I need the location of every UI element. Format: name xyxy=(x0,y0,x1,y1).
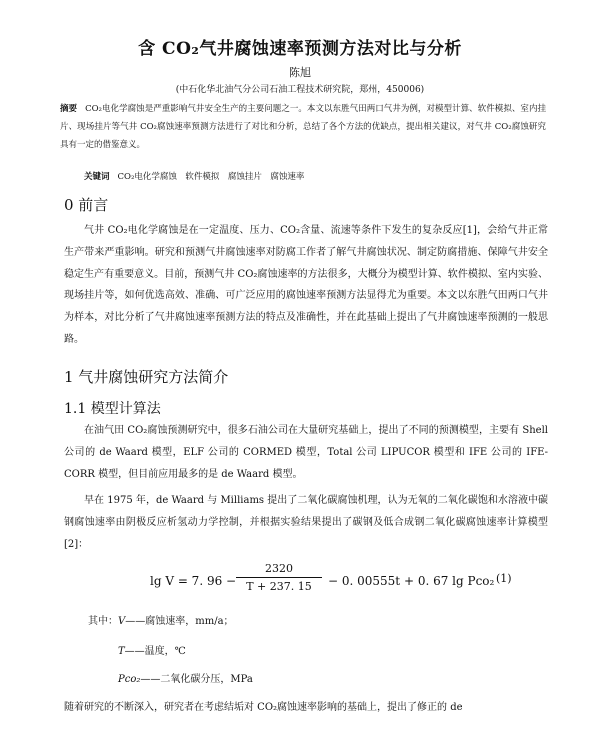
where-v xyxy=(88,612,234,627)
where-t-symbol: T xyxy=(118,646,125,657)
equation-denominator: T + 237. 15 xyxy=(246,580,312,593)
where-v-symbol: V xyxy=(118,616,126,627)
paper-author: 陈旭 xyxy=(289,66,311,79)
equation-number: (1) xyxy=(496,572,512,585)
closing-line: 随着研究的不断深入，研究者在考虑结垢对 CO₂腐蚀速率影响的基础上，提出了修正的 de xyxy=(64,702,463,713)
paper-affiliation: (中石化华北油气分公司石油工程技术研究院，郑州，450006) xyxy=(175,85,425,95)
paper-title: 含 CO₂气井腐蚀速率预测方法对比与分析 xyxy=(138,39,462,59)
keywords-label: 关键词 xyxy=(84,172,110,182)
section-1-1-heading: 1.1 模型计算法 xyxy=(64,401,161,417)
keywords xyxy=(84,170,544,182)
abstract-text: CO₂电化学腐蚀是严重影响气井安全生产的主要问题之一。本文以东胜气田两口气井为例，对模型计算、软件模拟、室内挂片、现场挂片等气井 CO₂腐蚀速率预测方法进行了对比和分析，总结了各个方法的优缺点，提出相关建议，对气井 CO₂腐蚀研究具有一定的借鉴意义。 xyxy=(60,104,546,150)
equation-1 xyxy=(150,562,550,602)
equation-lhs: lg V = 7. 96 − xyxy=(150,574,237,588)
where-v-definition: ——腐蚀速率，mm/a； xyxy=(125,616,234,627)
section-1-1-paragraph-2: 早在 1975 年，de Waard 与 Milliams 提出了二氧化碳腐蚀机理，认为无氧的二氧化碳饱和水溶液中碳钢腐蚀速率由阴极反应析氢动力学控制，并根据实验结果提出了碳钢及低合成钢二氧化碳腐蚀速率计算模型[2]： xyxy=(64,495,548,550)
section-1-1-paragraph-1: 在油气田 CO₂腐蚀预测研究中，很多石油公司在大量研究基础上，提出了不同的预测模型，主要有 Shell 公司的 de Waard 模型，ELF 公司的 CORMED 模型，Total 公司 LIPUCOR 模型和 IFE 公司的 IFE-CORR 模型，但目前应用最多的是 de Waard 模型。 xyxy=(64,425,548,480)
where-t-definition: ——温度，℃ xyxy=(124,646,186,657)
section-0-paragraph: 气井 CO₂电化学腐蚀是在一定温度、压力、CO₂含量、流速等条件下发生的复杂反应[1]，会给气井正常生产带来严重影响。研究和预测气井腐蚀速率对防腐工作者了解气井腐蚀状况、制定防腐措施、保障气井安全稳定生产有重要意义。目前，预测气井 CO₂腐蚀速率的方法很多，大概分为模型计算、软件模拟、室内实验、现场挂片等，如何优选高效、准确、可广泛应用的腐蚀速率预测方法显得尤为重要。本文以东胜气田两口气井为样本，对比分析了气井腐蚀速率预测方法的特点及准确性，并在此基础上提出了气井腐蚀速率预测的一般思路。 xyxy=(64,225,548,345)
equation-fraction xyxy=(236,562,322,593)
section-0-heading: 0 前言 xyxy=(64,196,109,214)
section-1-heading: 1 气井腐蚀研究方法简介 xyxy=(64,368,229,386)
equation-rhs: − 0. 00555t + 0. 67 lg Pco₂ xyxy=(328,574,495,588)
where-p-definition: ——二氧化碳分压，MPa xyxy=(140,674,253,685)
where-p-symbol: Pco₂ xyxy=(118,674,141,685)
where-p xyxy=(118,670,253,685)
where-t xyxy=(118,642,186,657)
keywords-text: CO₂电化学腐蚀 软件模拟 腐蚀挂片 腐蚀速率 xyxy=(117,172,305,182)
where-label: 其中： xyxy=(88,616,118,627)
abstract xyxy=(60,100,546,154)
equation-numerator: 2320 xyxy=(236,562,322,578)
abstract-label: 摘要 xyxy=(60,104,78,114)
